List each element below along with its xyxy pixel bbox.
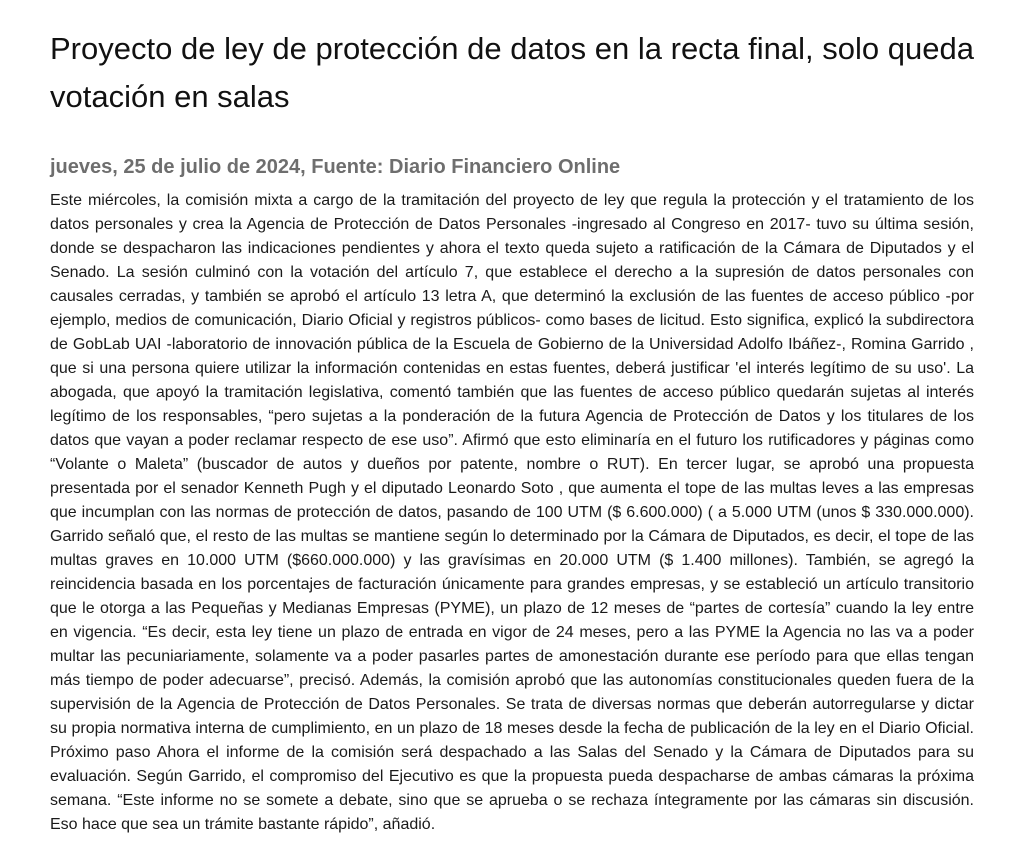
article-date-source: jueves, 25 de julio de 2024, Fuente: Diario Financiero Online: [50, 156, 621, 178]
article-title: Proyecto de ley de protección de datos en la recta final, solo queda votación en salas: [50, 31, 974, 114]
article-body: Este miércoles, la comisión mixta a cargo de la tramitación del proyecto de ley que regula la protección y el tratamiento de los datos personales y crea la Agencia de Protección de Datos Personales -ingresado al Congreso en 2017- tuvo su última sesión, donde se despacharon las indicaciones pendientes y ahora el texto queda sujeto a ratificación de la Cámara de Diputados y el Senado. La sesión culminó con la votación del artículo 7, que establece el derecho a la supresión de datos personales con causales cerradas, y también se aprobó el artículo 13 letra A, que determinó la exclusión de las fuentes de acceso público -por ejemplo, medios de comunicación, Diario Oficial y registros públicos- como bases de licitud. Esto significa, explicó la subdirectora de GobLab UAI -laboratorio de innovación pública de la Escuela de Gobierno de la Universidad Adolfo Ibáñez-, Romina Garrido , que si una persona quiere utilizar la información contenidas en estas fuentes, deberá justificar 'el interés legítimo de su uso'. La abogada, que apoyó la tramitación legislativa, comentó también que las fuentes de acceso público quedarán sujetas al interés legítimo de los responsables, “pero sujetas a la ponderación de la futura Agencia de Protección de Datos y los titulares de los datos que vayan a poder reclamar respecto de ese uso”. Afirmó que esto eliminaría en el futuro los rutificadores y páginas como “Volante o Maleta” (buscador de autos y dueños por patente, nombre o RUT). En tercer lugar, se aprobó una propuesta presentada por el senador Kenneth Pugh y el diputado Leonardo Soto , que aumenta el tope de las multas leves a las empresas que incumplan con las normas de protección de datos, pasando de 100 UTM ($ 6.600.000) ( a 5.000 UTM (unos $ 330.000.000). Garrido señaló que, el resto de las multas se mantiene según lo determinado por la Cámara de Diputados, es decir, el tope de las multas graves en 10.000 UTM ($660.000.000) y las gravísimas en 20.000 UTM ($ 1.400 millones). También, se agregó la reincidencia basada en los porcentajes de facturación únicamente para grandes empresas, y se estableció un artículo transitorio que le otorga a las Pequeñas y Medianas Empresas (PYME), un plazo de 12 meses de “partes de cortesía” cuando la ley entre en vigencia. “Es decir, esta ley tiene un plazo de entrada en vigor de 24 meses, pero a las PYME la Agencia no las va a poder multar las pecuniariamente, solamente va a poder pasarles partes de amonestación durante ese período para que ellas tengan más tiempo de poder adecuarse”, precisó. Además, la comisión aprobó que las autonomías constitucionales queden fuera de la supervisión de la Agencia de Protección de Datos Personales. Se trata de diversas normas que deberán autorregularse y dictar su propia normativa interna de cumplimiento, en un plazo de 18 meses desde la fecha de publicación de la ley en el Diario Oficial. Próximo paso Ahora el informe de la comisión será despachado a las Salas del Senado y la Cámara de Diputados para su evaluación. Según Garrido, el compromiso del Ejecutivo es que la propuesta pueda despacharse de ambas cámaras la próxima semana. “Este informe no se somete a debate, sino que se aprueba o se rechaza íntegramente por las cámaras sin discusión. Eso hace que sea un trámite bastante rápido”, añadió.: [50, 192, 974, 833]
